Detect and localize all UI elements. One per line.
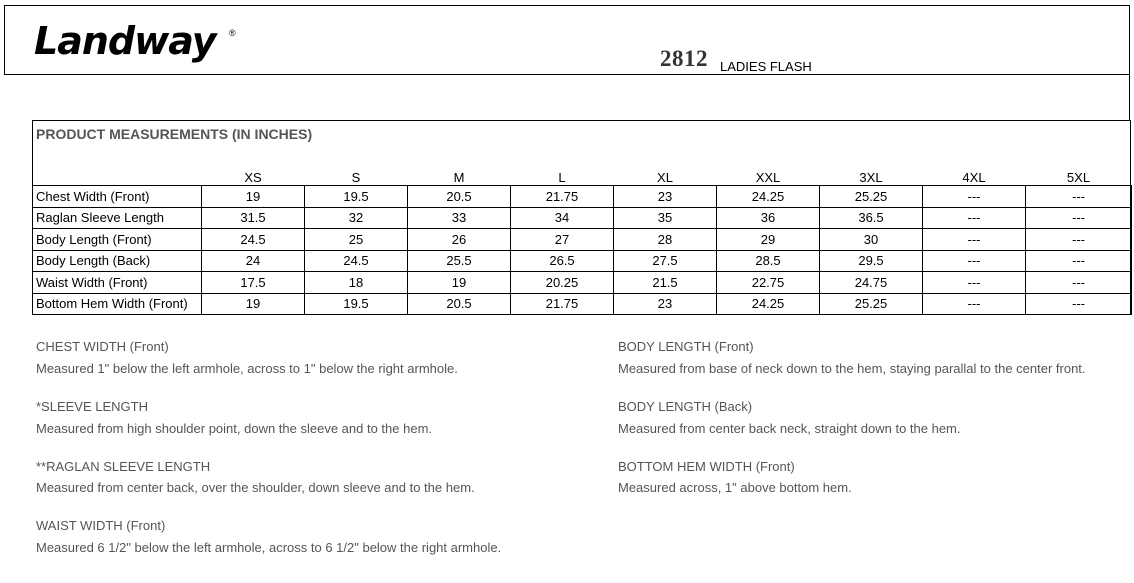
measurement-cell: --- bbox=[923, 272, 1026, 294]
measurement-cell: 28.5 bbox=[717, 250, 820, 272]
definition-block bbox=[36, 459, 596, 498]
measurement-cell: 23 bbox=[614, 186, 717, 208]
measurement-cell: 20.5 bbox=[408, 186, 511, 208]
measurement-cell: 19 bbox=[202, 293, 305, 315]
definition-title: *SLEEVE LENGTH bbox=[36, 398, 148, 414]
measurement-cell: 36.5 bbox=[820, 207, 923, 229]
definition-text: Measured across, 1" above bottom hem. bbox=[618, 480, 852, 496]
definition-text: Measured from high shoulder point, down the sleeve and to the hem. bbox=[36, 420, 433, 436]
row-label: Chest Width (Front) bbox=[33, 186, 202, 208]
definitions-left bbox=[36, 339, 596, 578]
definition-title: **RAGLAN SLEEVE LENGTH bbox=[36, 458, 211, 474]
measurement-cell: 26.5 bbox=[511, 250, 614, 272]
measurement-cell: 19 bbox=[202, 186, 305, 208]
definition-block bbox=[36, 339, 596, 378]
measurement-cell: 21.75 bbox=[511, 293, 614, 315]
measurement-cell: 25.25 bbox=[820, 293, 923, 315]
measurement-cell: 18 bbox=[305, 272, 408, 294]
definition-block bbox=[618, 459, 1128, 498]
definition-text: Measured from base of neck down to the hem, staying parallal to the center front. bbox=[618, 360, 1086, 376]
style-name: LADIES FLASH bbox=[720, 59, 812, 74]
measurement-cell: 26 bbox=[408, 229, 511, 251]
table-row bbox=[33, 250, 1132, 272]
measurement-cell: 17.5 bbox=[202, 272, 305, 294]
definition-text: Measured 1" below the left armhole, across to 1" below the right armhole. bbox=[36, 360, 458, 376]
size-header-row bbox=[33, 165, 1132, 186]
measurement-cell: 19.5 bbox=[305, 293, 408, 315]
definition-title: CHEST WIDTH (Front) bbox=[36, 339, 169, 354]
measurement-cell: 30 bbox=[820, 229, 923, 251]
size-header: XL bbox=[657, 170, 673, 185]
measurement-cell: 29.5 bbox=[820, 250, 923, 272]
measurement-cell: --- bbox=[1026, 272, 1132, 294]
definition-block bbox=[36, 518, 596, 557]
row-label: Raglan Sleeve Length bbox=[33, 207, 202, 229]
measurement-cell: 25.25 bbox=[820, 186, 923, 208]
measurement-cell: --- bbox=[1026, 229, 1132, 251]
table-row bbox=[33, 272, 1132, 294]
measurement-cell: 28 bbox=[614, 229, 717, 251]
measurement-cell: 24 bbox=[202, 250, 305, 272]
row-label: Body Length (Front) bbox=[33, 229, 202, 251]
row-label: Waist Width (Front) bbox=[33, 272, 202, 294]
brand-logo: Landway bbox=[34, 19, 216, 63]
definition-text: Measured from center back neck, straight down to the hem. bbox=[618, 420, 961, 436]
definition-title: BOTTOM HEM WIDTH (Front) bbox=[618, 458, 795, 474]
definition-block bbox=[618, 399, 1128, 438]
measurement-cell: 24.75 bbox=[820, 272, 923, 294]
measurement-cell: 36 bbox=[717, 207, 820, 229]
measurement-cell: 24.25 bbox=[717, 186, 820, 208]
size-header: 4XL bbox=[962, 170, 986, 185]
measurement-cell: 20.25 bbox=[511, 272, 614, 294]
definition-block bbox=[618, 339, 1128, 378]
definition-text: Measured 6 1/2" below the left armhole, across to 6 1/2" below the right armhole. bbox=[36, 540, 502, 556]
size-header: XXL bbox=[755, 170, 781, 185]
table-row bbox=[33, 207, 1132, 229]
measurement-cell: --- bbox=[923, 229, 1026, 251]
measurement-cell: 32 bbox=[305, 207, 408, 229]
measurement-cell: 34 bbox=[511, 207, 614, 229]
row-label: Body Length (Back) bbox=[33, 250, 202, 272]
table-row bbox=[33, 293, 1132, 315]
measurement-cell: --- bbox=[923, 250, 1026, 272]
measurement-cell: 21.5 bbox=[614, 272, 717, 294]
measurement-cell: 33 bbox=[408, 207, 511, 229]
measurement-cell: 25 bbox=[305, 229, 408, 251]
measurement-cell: --- bbox=[923, 186, 1026, 208]
style-number: 2812 bbox=[660, 46, 708, 71]
measurement-cell: 20.5 bbox=[408, 293, 511, 315]
measurement-cell: --- bbox=[1026, 250, 1132, 272]
measurements-panel bbox=[32, 120, 1131, 315]
definition-text: Measured from center back, over the shoulder, down sleeve and to the hem. bbox=[36, 480, 475, 496]
size-header: L bbox=[558, 170, 566, 185]
registered-mark: ® bbox=[229, 28, 236, 38]
measurement-cell: 24.25 bbox=[717, 293, 820, 315]
measurement-cell: 21.75 bbox=[511, 186, 614, 208]
measurement-cell: 29 bbox=[717, 229, 820, 251]
definitions-right bbox=[618, 339, 1128, 518]
measurement-cell: 22.75 bbox=[717, 272, 820, 294]
measurements-table bbox=[32, 165, 1132, 315]
measurement-cell: --- bbox=[923, 293, 1026, 315]
size-header: 3XL bbox=[859, 170, 883, 185]
size-header: M bbox=[453, 170, 465, 185]
size-header: S bbox=[351, 170, 361, 185]
definition-title: BODY LENGTH (Back) bbox=[618, 398, 753, 414]
header-corner bbox=[33, 165, 202, 186]
definition-block bbox=[36, 399, 596, 438]
definition-title: WAIST WIDTH (Front) bbox=[36, 518, 166, 534]
size-header: 5XL bbox=[1066, 170, 1091, 185]
measurement-cell: 19.5 bbox=[305, 186, 408, 208]
measurement-cell: 25.5 bbox=[408, 250, 511, 272]
measurement-cell: 27.5 bbox=[614, 250, 717, 272]
divider bbox=[1129, 75, 1130, 120]
measurement-cell: --- bbox=[1026, 293, 1132, 315]
measurement-cell: 23 bbox=[614, 293, 717, 315]
measurement-cell: --- bbox=[923, 207, 1026, 229]
definition-title: BODY LENGTH (Front) bbox=[618, 339, 754, 354]
table-row bbox=[33, 186, 1132, 208]
measurement-cell: 24.5 bbox=[202, 229, 305, 251]
size-header: XS bbox=[244, 170, 262, 185]
table-row bbox=[33, 229, 1132, 251]
measurement-cell: --- bbox=[1026, 207, 1132, 229]
measurement-cell: 31.5 bbox=[202, 207, 305, 229]
row-label: Bottom Hem Width (Front) bbox=[33, 293, 202, 315]
measurement-cell: 24.5 bbox=[305, 250, 408, 272]
measurement-cell: --- bbox=[1026, 186, 1132, 208]
measurement-cell: 19 bbox=[408, 272, 511, 294]
measurement-cell: 27 bbox=[511, 229, 614, 251]
table-title: PRODUCT MEASUREMENTS (IN INCHES) bbox=[36, 126, 313, 142]
measurement-cell: 35 bbox=[614, 207, 717, 229]
